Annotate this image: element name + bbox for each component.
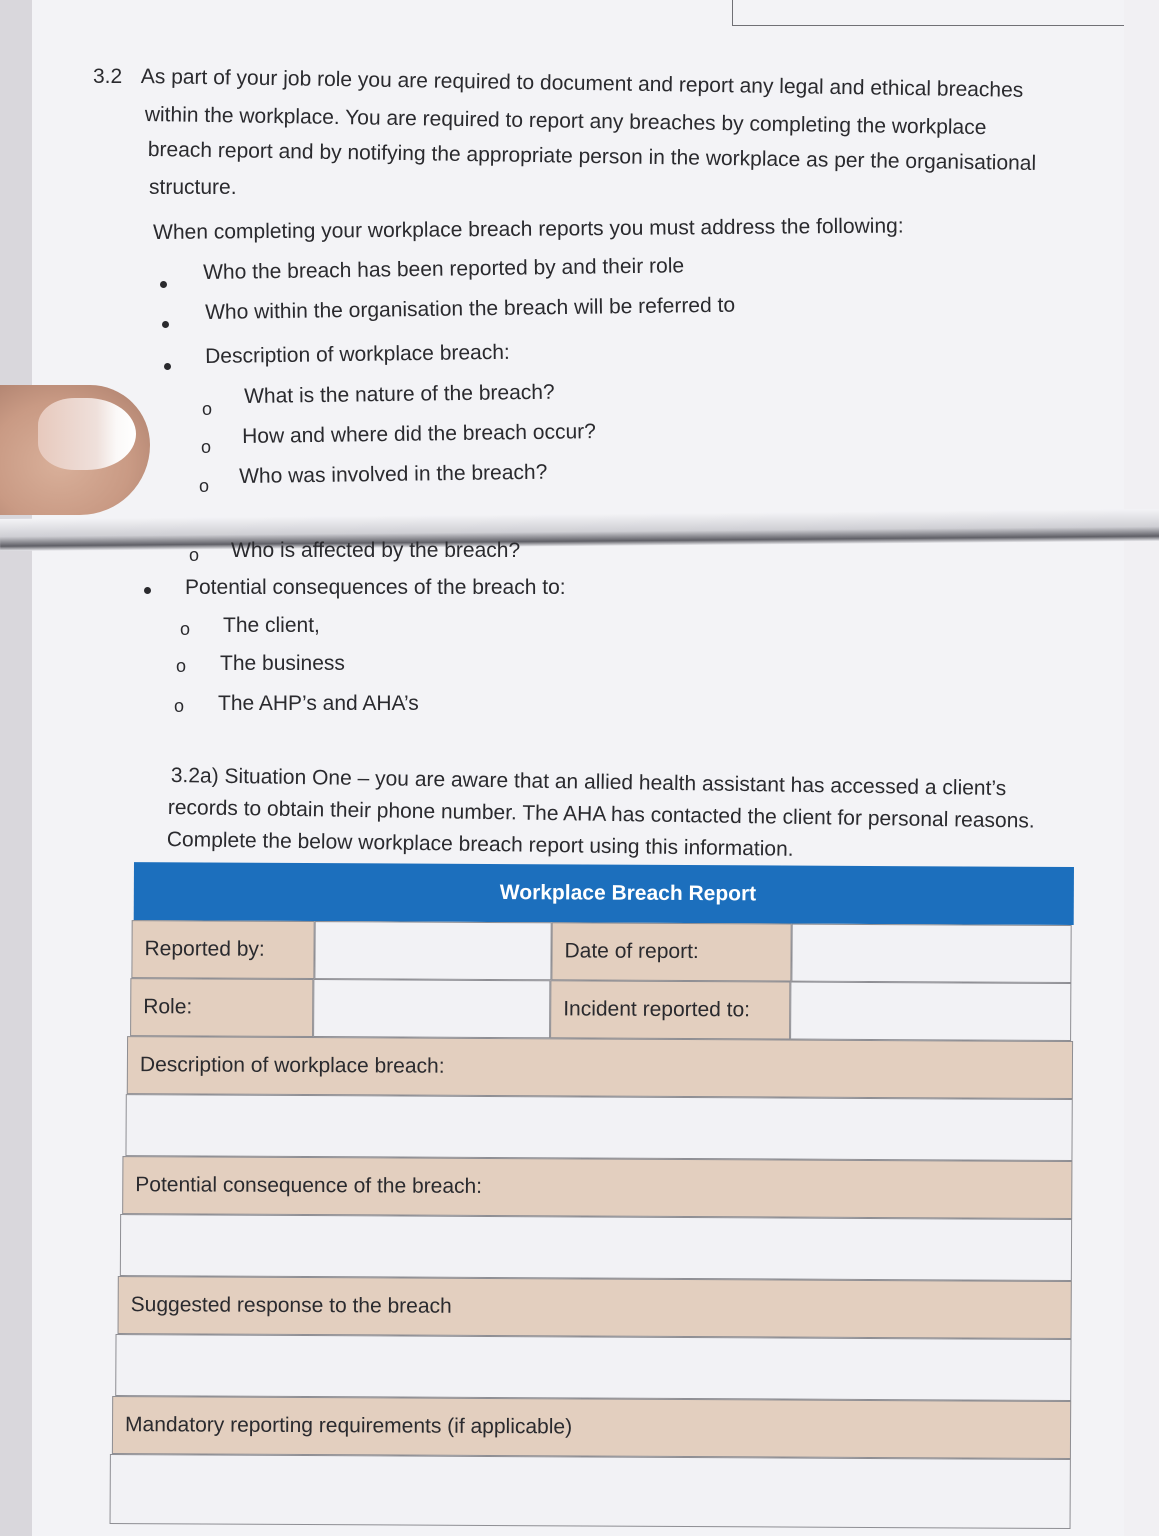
sub-item-3: Who was involved in the breach? — [238, 460, 548, 488]
circle-marker: o — [202, 399, 213, 419]
consequence-label: Potential consequence of the breach: — [122, 1156, 1072, 1219]
sub-item-4: Who is affected by the breach? — [231, 539, 521, 562]
date-label: Date of report: — [551, 922, 791, 981]
role-field[interactable] — [313, 979, 550, 1038]
situation-line-2: records to obtain their phone number. The AHA has contacted the client for personal reasons. — [167, 796, 1035, 833]
role-label: Role: — [130, 978, 313, 1037]
report-row-reporter — [131, 920, 1073, 983]
circle-marker: o — [180, 619, 191, 639]
breach-report-table — [109, 862, 1074, 1529]
bullet-dot — [164, 363, 171, 370]
question-line-3: breach report and by notifying the appropriate person in the workplace as per the organisational — [147, 138, 1037, 175]
consequence-item-3: The AHP’s and AHA’s — [218, 692, 419, 715]
question-number: 3.2 — [93, 65, 123, 88]
sub-item-1: What is the nature of the breach? — [243, 380, 555, 408]
situation-line-3: Complete the below workplace breach report using this information. — [166, 828, 794, 861]
previous-table-edge — [732, 0, 1138, 26]
mandatory-label: Mandatory reporting requirements (if applicable) — [112, 1396, 1071, 1459]
consequence-field[interactable] — [120, 1214, 1072, 1281]
reported-to-field[interactable] — [790, 982, 1071, 1041]
reported-by-field[interactable] — [314, 921, 551, 980]
question-line-1: As part of your job role you are required to document and report any legal and ethical breaches — [140, 65, 1024, 102]
reported-to-label: Incident reported to: — [550, 980, 790, 1039]
background-right — [1124, 0, 1159, 1536]
reported-by-label: Reported by: — [131, 920, 314, 979]
circle-marker: o — [174, 696, 185, 716]
background-shadow-left — [0, 0, 32, 1536]
consequence-item-2: The business — [220, 652, 345, 675]
bullet-item-4: Potential consequences of the breach to: — [185, 576, 566, 599]
bullet-item-2: Who within the organisation the breach will be referred to — [204, 293, 736, 324]
bullet-dot — [144, 587, 151, 594]
situation-line-1: 3.2a) Situation One – you are aware that an allied health assistant has accessed a client’s — [170, 764, 1007, 801]
description-field[interactable] — [125, 1094, 1072, 1161]
circle-marker: o — [201, 437, 212, 457]
bullet-dot — [160, 281, 167, 288]
report-title: Workplace Breach Report — [134, 862, 1074, 925]
circle-marker: o — [189, 545, 200, 565]
bullet-dot — [162, 321, 169, 328]
question-line-4: structure. — [149, 176, 237, 199]
sub-item-2: How and where did the breach occur? — [241, 420, 596, 448]
bullet-item-3: Description of workplace breach: — [204, 340, 510, 368]
description-label: Description of workplace breach: — [127, 1036, 1073, 1099]
circle-marker: o — [176, 656, 187, 676]
consequence-item-1: The client, — [223, 614, 320, 637]
question-line-2: within the workplace. You are required to report any breaches by completing the workplace — [144, 103, 987, 140]
date-field[interactable] — [791, 924, 1071, 983]
circle-marker: o — [199, 476, 210, 496]
mandatory-field[interactable] — [110, 1454, 1071, 1529]
response-label: Suggested response to the breach — [118, 1276, 1072, 1339]
report-row-role — [130, 978, 1073, 1041]
response-field[interactable] — [115, 1334, 1071, 1401]
bullet-item-1: Who the breach has been reported by and their role — [202, 254, 685, 284]
fingernail — [38, 398, 136, 470]
instruction-text: When completing your workplace breach reports you must address the following: — [152, 214, 904, 244]
